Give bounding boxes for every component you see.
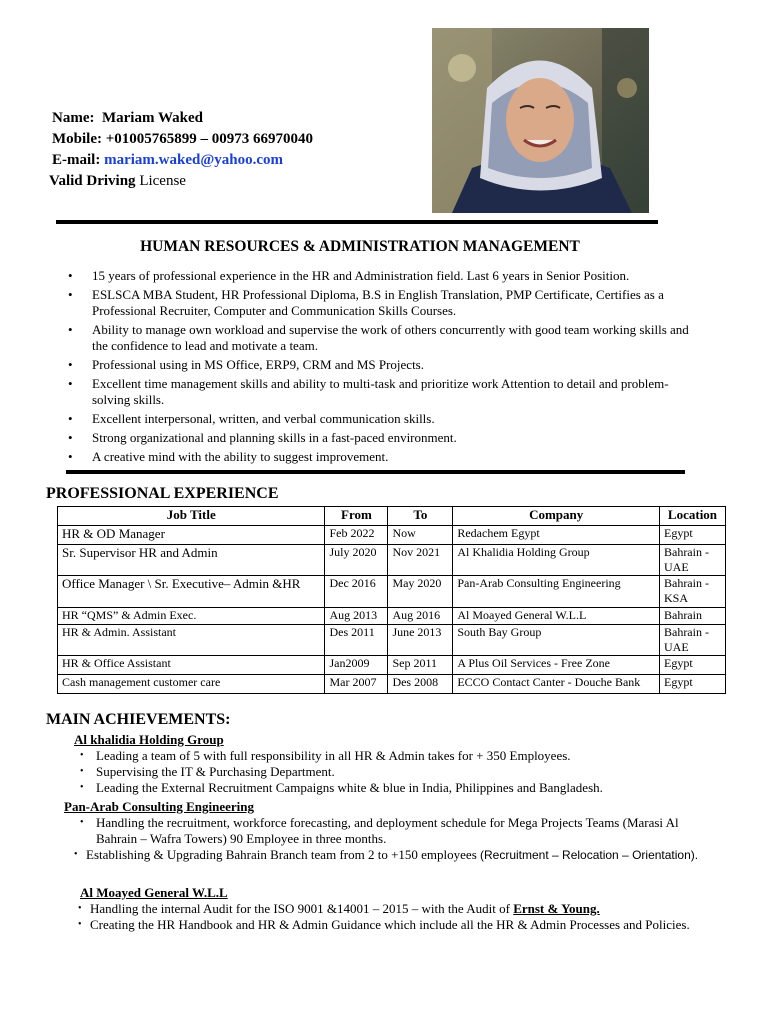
- cell-to: Des 2008: [388, 675, 453, 694]
- experience-table: [57, 506, 726, 694]
- cell-to: May 2020: [388, 576, 453, 608]
- cell-company: South Bay Group: [453, 625, 660, 656]
- list-item: [76, 815, 704, 847]
- auditor-name: Ernst & Young.: [513, 901, 600, 916]
- list-item: • Supervising the IT & Purchasing Department.: [76, 764, 694, 780]
- col-job-title: Job Title: [58, 507, 325, 526]
- summary-title: HUMAN RESOURCES & ADMINISTRATION MANAGEMENT: [140, 238, 580, 255]
- cell-from: Des 2011: [325, 625, 388, 656]
- cell-location: Egypt: [659, 526, 725, 545]
- cell-job: HR & OD Manager: [58, 526, 325, 545]
- email-label: E-mail:: [52, 152, 101, 168]
- achievement-group-alkhalidia: [74, 732, 694, 796]
- driving-row: [49, 171, 313, 192]
- list-item: • ESLSCA MBA Student, HR Professional Diploma, B.S in English Translation, PMP Certificate, Certifies as a Professional Recruiter, Computer and Communication Skills Courses.: [60, 287, 700, 319]
- list-item: • Leading a team of 5 with full responsibility in all HR & Admin takes for + 350 Employees.: [76, 748, 694, 764]
- driving-label: Valid Driving: [49, 173, 136, 189]
- achievement-group-almoayed: [80, 885, 700, 933]
- company-heading: Al Moayed General W.L.L: [80, 885, 228, 900]
- achievements-title: MAIN ACHIEVEMENTS:: [46, 711, 231, 728]
- cell-from: Jan2009: [325, 656, 388, 675]
- cell-from: July 2020: [325, 545, 388, 576]
- cell-company: Al Khalidia Holding Group: [453, 545, 660, 576]
- cell-job: Sr. Supervisor HR and Admin: [58, 545, 325, 576]
- cell-location: Bahrain - KSA: [659, 576, 725, 608]
- table-row: [58, 608, 726, 625]
- cell-to: Nov 2021: [388, 545, 453, 576]
- bullet-glyph: •: [78, 919, 82, 930]
- achievement-text: Establishing & Upgrading Bahrain Branch team from 2 to +150 employees: [86, 847, 477, 862]
- email-link[interactable]: mariam.waked@yahoo.com: [104, 152, 284, 168]
- mobile-row: [52, 129, 313, 150]
- cell-job: HR & Admin. Assistant: [58, 625, 325, 656]
- table-row: [58, 656, 726, 675]
- list-item: • A creative mind with the ability to suggest improvement.: [60, 449, 700, 465]
- cell-company: Redachem Egypt: [453, 526, 660, 545]
- divider-top: [56, 220, 658, 224]
- list-item: [78, 901, 700, 917]
- col-company: Company: [453, 507, 660, 526]
- bullet-glyph: •: [78, 903, 82, 914]
- list-item: • 15 years of professional experience in the HR and Administration field. Last 6 years in Senior Position.: [60, 268, 700, 284]
- list-item: • Ability to manage own workload and supervise the work of others concurrently with good team working skills and the confidence to lead and motivate a team.: [60, 322, 700, 354]
- summary-list: [60, 268, 700, 468]
- name-label: Name:: [52, 110, 95, 126]
- cell-company: Pan-Arab Consulting Engineering: [453, 576, 660, 608]
- col-location: Location: [659, 507, 725, 526]
- cell-from: Dec 2016: [325, 576, 388, 608]
- list-item: • Leading the External Recruitment Campaigns white & blue in India, Philippines and Bangladesh.: [76, 780, 694, 796]
- bullet-glyph: •: [74, 849, 78, 860]
- cell-from: Mar 2007: [325, 675, 388, 694]
- cell-job: Cash management customer care: [58, 675, 325, 694]
- divider-middle: [66, 470, 685, 474]
- cell-location: Bahrain - UAE: [659, 545, 725, 576]
- achievement-list: [76, 748, 694, 796]
- list-item: • Excellent time management skills and ability to multi-task and prioritize work Attention to detail and problem-solving skills.: [60, 376, 700, 408]
- table-row: [58, 675, 726, 694]
- list-item: [62, 847, 704, 863]
- list-item: [78, 917, 700, 933]
- achievement-text: Handling the recruitment, workforce forecasting, and deployment schedule for Mega Projects Teams (Marasi Al Bahrain – Wafra Towers) 90 Employee in three months.: [96, 815, 679, 846]
- cell-to: Sep 2011: [388, 656, 453, 675]
- table-row: [58, 576, 726, 608]
- cell-to: Now: [388, 526, 453, 545]
- cell-location: Bahrain - UAE: [659, 625, 725, 656]
- achievement-text: Handling the internal Audit for the ISO 9001 &14001 – 2015 – with the Audit of: [90, 901, 510, 916]
- col-from: From: [325, 507, 388, 526]
- cell-from: Feb 2022: [325, 526, 388, 545]
- table-header-row: [58, 507, 726, 526]
- contact-block: [49, 108, 314, 192]
- list-item: • Professional using in MS Office, ERP9, CRM and MS Projects.: [60, 357, 700, 373]
- achievement-group-panarab: [64, 799, 704, 863]
- profile-photo: [432, 28, 649, 213]
- company-heading: Pan-Arab Consulting Engineering: [64, 799, 254, 814]
- cell-location: Bahrain: [659, 608, 725, 625]
- experience-title: PROFESSIONAL EXPERIENCE: [46, 485, 279, 502]
- list-item: • Excellent interpersonal, written, and verbal communication skills.: [60, 411, 700, 427]
- achievement-note: (Recruitment – Relocation – Orientation).: [480, 848, 699, 862]
- cell-company: A Plus Oil Services - Free Zone: [453, 656, 660, 675]
- cell-to: Aug 2016: [388, 608, 453, 625]
- achievement-text: Creating the HR Handbook and HR & Admin Guidance which include all the HR & Admin Processes and Policies.: [90, 917, 690, 932]
- list-item: • Strong organizational and planning skills in a fast-paced environment.: [60, 430, 700, 446]
- cell-from: Aug 2013: [325, 608, 388, 625]
- cell-job: Office Manager \ Sr. Executive– Admin &HR: [58, 576, 325, 608]
- cell-company: Al Moayed General W.L.L: [453, 608, 660, 625]
- col-to: To: [388, 507, 453, 526]
- cell-job: HR “QMS” & Admin Exec.: [58, 608, 325, 625]
- achievement-list: [76, 815, 704, 847]
- cell-to: June 2013: [388, 625, 453, 656]
- name-value: Mariam Waked: [101, 110, 203, 126]
- license-label: License: [139, 173, 186, 189]
- cell-location: Egypt: [659, 675, 725, 694]
- cell-job: HR & Office Assistant: [58, 656, 325, 675]
- cell-location: Egypt: [659, 656, 725, 675]
- mobile-value: +01005765899 – 00973 66970040: [105, 131, 314, 147]
- table-row: [58, 545, 726, 576]
- cell-company: ECCO Contact Canter - Douche Bank: [453, 675, 660, 694]
- portrait-illustration: [432, 28, 649, 213]
- name-row: [52, 108, 313, 129]
- table-row: [58, 625, 726, 656]
- email-row: [52, 150, 313, 171]
- table-row: [58, 526, 726, 545]
- mobile-label: Mobile:: [52, 131, 102, 147]
- company-heading: Al khalidia Holding Group: [74, 732, 224, 747]
